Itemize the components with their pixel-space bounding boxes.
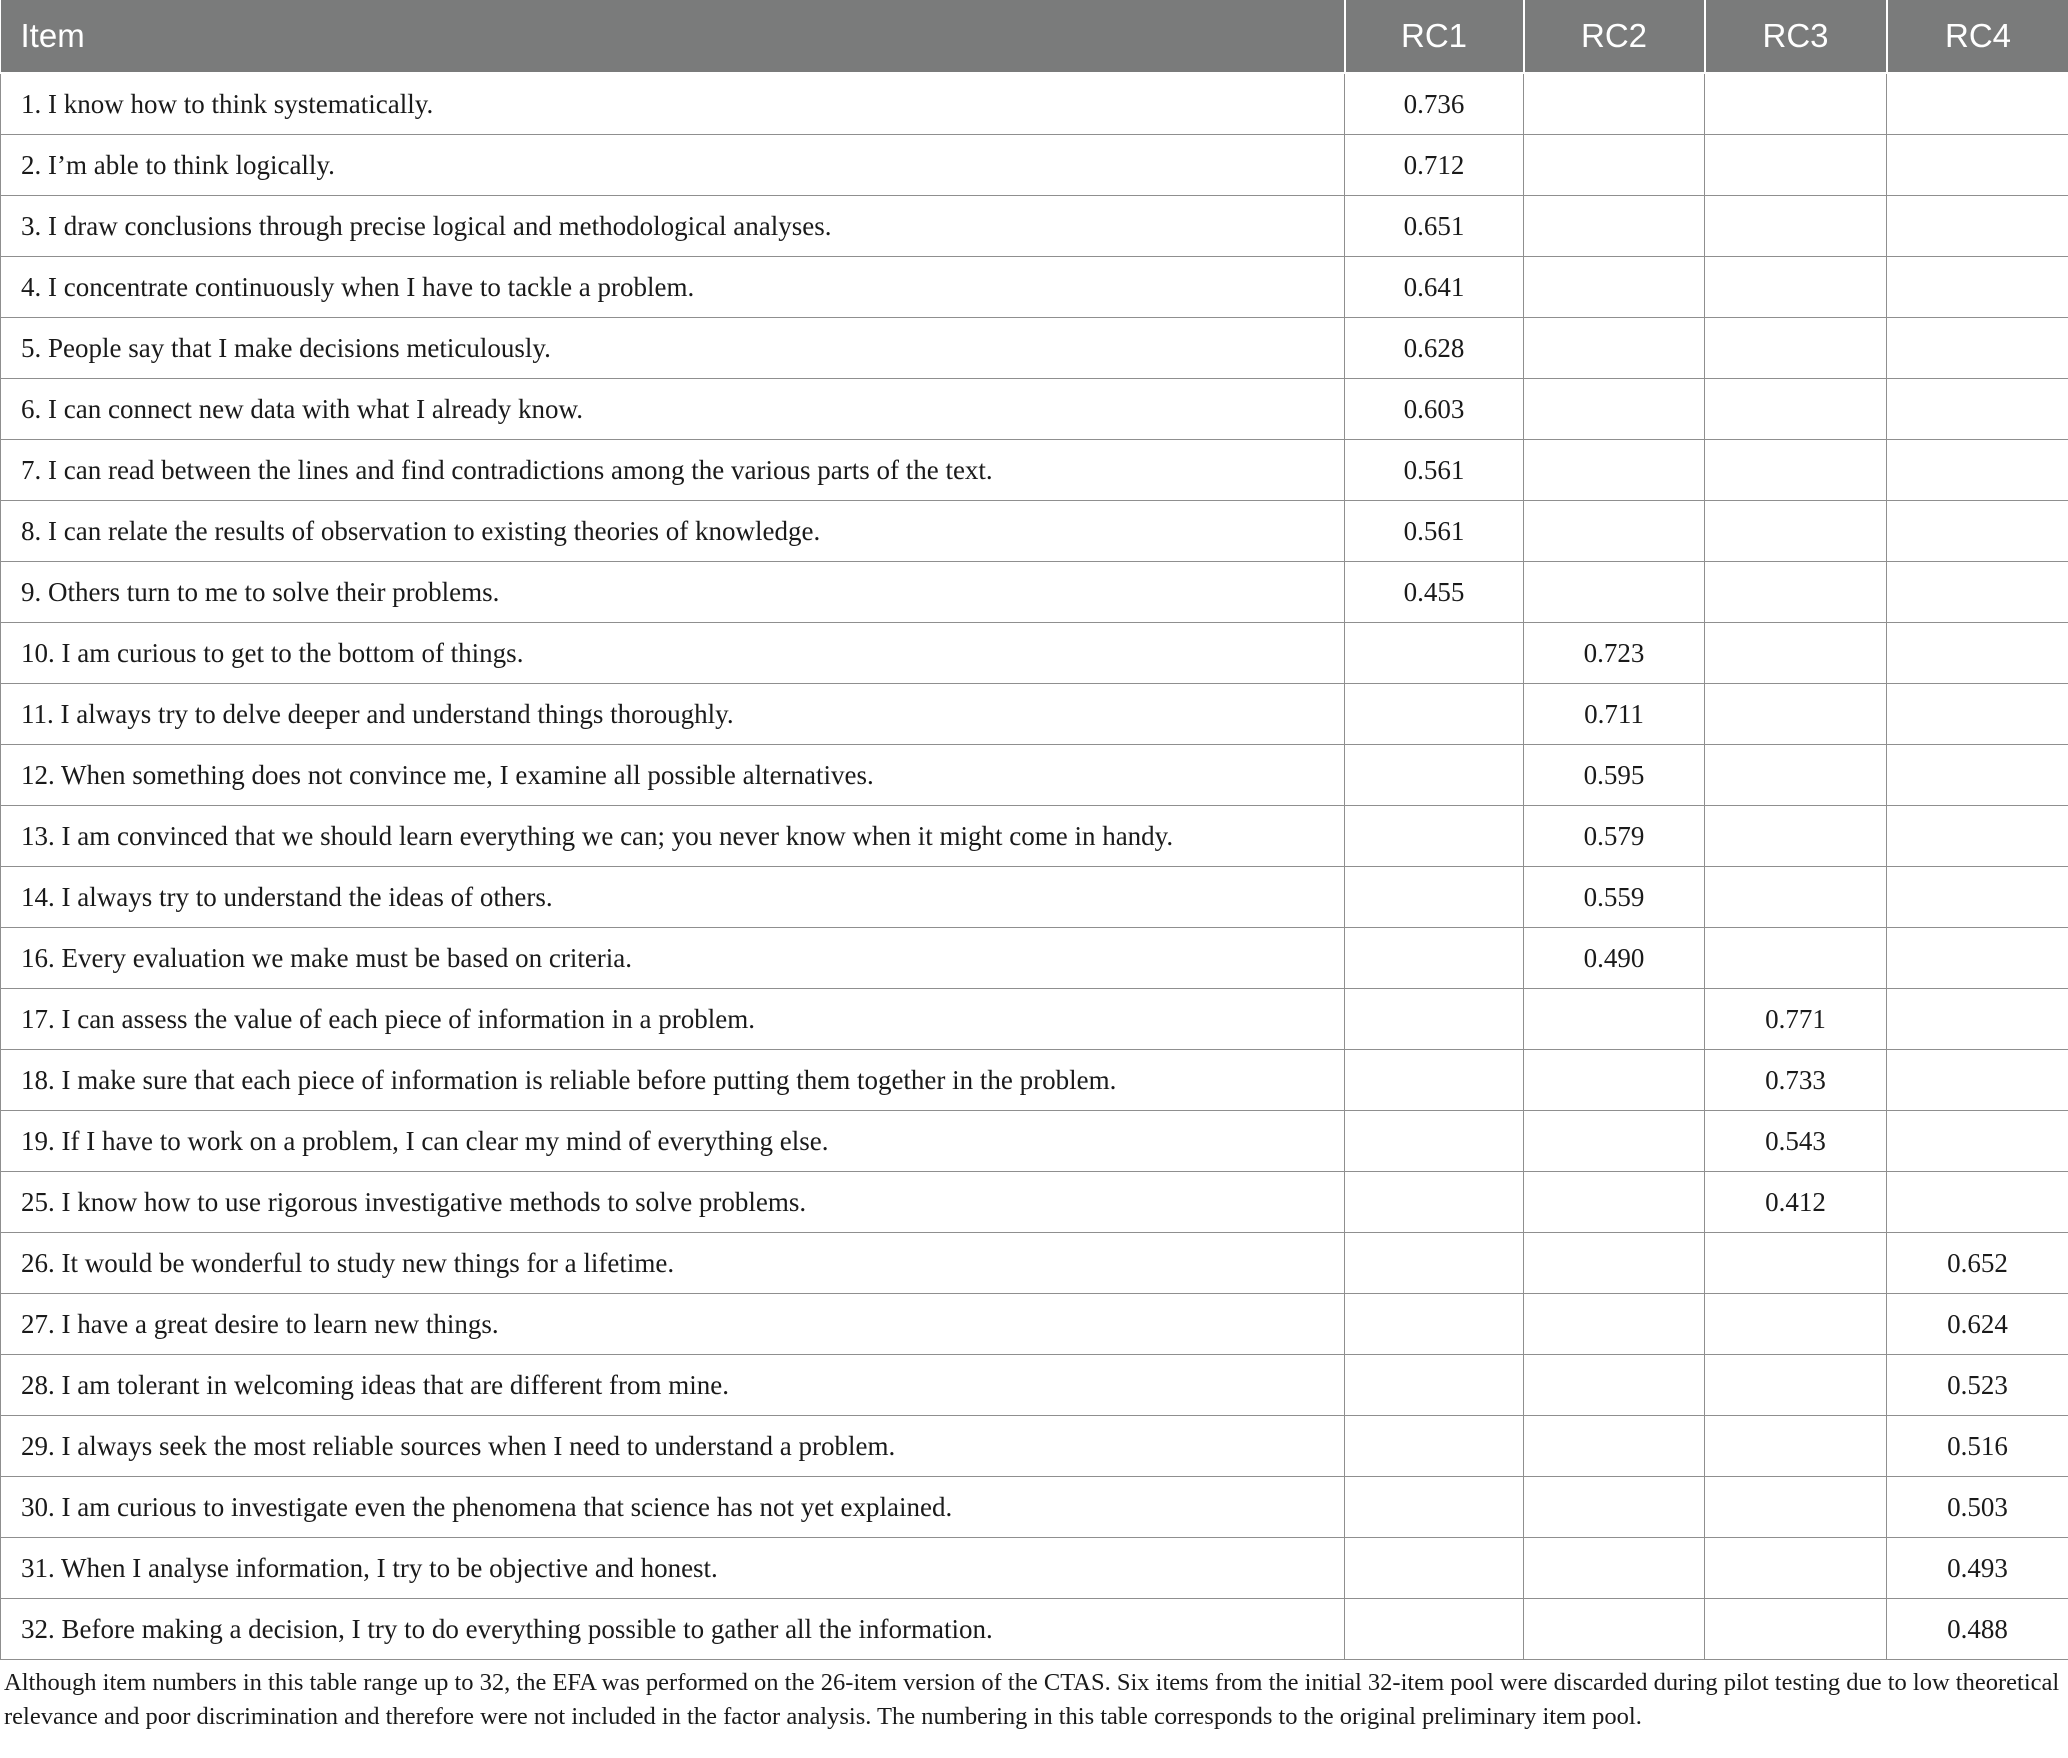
loading-cell-rc2 — [1524, 379, 1705, 440]
loading-cell-rc3 — [1705, 1355, 1887, 1416]
loading-cell-rc3 — [1705, 501, 1887, 562]
loading-cell-rc4 — [1887, 257, 2068, 318]
loading-cell-rc2 — [1524, 1172, 1705, 1233]
loading-cell-rc1: 0.628 — [1345, 318, 1524, 379]
item-text-cell: 16. Every evaluation we make must be based on criteria. — [1, 928, 1345, 989]
table-row — [1, 1416, 2068, 1477]
loading-cell-rc3 — [1705, 440, 1887, 501]
item-text-cell: 5. People say that I make decisions meticulously. — [1, 318, 1345, 379]
loading-cell-rc4 — [1887, 1111, 2068, 1172]
loading-cell-rc4 — [1887, 684, 2068, 745]
item-text-cell: 28. I am tolerant in welcoming ideas that are different from mine. — [1, 1355, 1345, 1416]
loading-cell-rc1: 0.712 — [1345, 135, 1524, 196]
loading-cell-rc1 — [1345, 867, 1524, 928]
loading-cell-rc4 — [1887, 623, 2068, 684]
loading-cell-rc1 — [1345, 1294, 1524, 1355]
loading-cell-rc2 — [1524, 73, 1705, 135]
loading-cell-rc1: 0.455 — [1345, 562, 1524, 623]
table-row — [1, 1172, 2068, 1233]
loading-cell-rc2: 0.579 — [1524, 806, 1705, 867]
loading-cell-rc1 — [1345, 1599, 1524, 1660]
table-row — [1, 684, 2068, 745]
loading-cell-rc4 — [1887, 379, 2068, 440]
table-row — [1, 806, 2068, 867]
item-text-cell: 25. I know how to use rigorous investigative methods to solve problems. — [1, 1172, 1345, 1233]
item-text-cell: 1. I know how to think systematically. — [1, 73, 1345, 135]
loading-cell-rc2 — [1524, 1477, 1705, 1538]
loading-cell-rc4 — [1887, 318, 2068, 379]
loading-cell-rc4: 0.652 — [1887, 1233, 2068, 1294]
loading-cell-rc2 — [1524, 1050, 1705, 1111]
loading-cell-rc1 — [1345, 1355, 1524, 1416]
table-row — [1, 1538, 2068, 1599]
table-row — [1, 440, 2068, 501]
loading-cell-rc3 — [1705, 1416, 1887, 1477]
loading-cell-rc2 — [1524, 562, 1705, 623]
table-row — [1, 379, 2068, 440]
loading-cell-rc2: 0.723 — [1524, 623, 1705, 684]
loading-cell-rc3 — [1705, 196, 1887, 257]
table-footnote: Although item numbers in this table range up to 32, the EFA was performed on the 26-item version of the CTAS. Six items from the initial 32-item pool were discarded during pilot testing due to low theoretical relevance and poor discrimination and therefore were not included in the factor analysis. The numbering in this table corresponds to the original preliminary item pool. — [4, 1669, 2060, 1730]
loading-cell-rc1: 0.561 — [1345, 501, 1524, 562]
loading-cell-rc2 — [1524, 1416, 1705, 1477]
loading-cell-rc4 — [1887, 196, 2068, 257]
loading-cell-rc2: 0.595 — [1524, 745, 1705, 806]
loading-cell-rc4 — [1887, 1172, 2068, 1233]
loading-cell-rc1 — [1345, 989, 1524, 1050]
header-rc3: RC3 — [1705, 0, 1887, 73]
loading-cell-rc2: 0.559 — [1524, 867, 1705, 928]
item-text-cell: 3. I draw conclusions through precise logical and methodological analyses. — [1, 196, 1345, 257]
loading-cell-rc2 — [1524, 196, 1705, 257]
loading-cell-rc4: 0.493 — [1887, 1538, 2068, 1599]
item-text-cell: 8. I can relate the results of observation to existing theories of knowledge. — [1, 501, 1345, 562]
item-text-cell: 31. When I analyse information, I try to be objective and honest. — [1, 1538, 1345, 1599]
loading-cell-rc3 — [1705, 1233, 1887, 1294]
item-text-cell: 12. When something does not convince me, I examine all possible alternatives. — [1, 745, 1345, 806]
header-rc1: RC1 — [1345, 0, 1524, 73]
loading-cell-rc3 — [1705, 867, 1887, 928]
loading-cell-rc4 — [1887, 745, 2068, 806]
loading-cell-rc1 — [1345, 684, 1524, 745]
loading-cell-rc2 — [1524, 989, 1705, 1050]
table-row — [1, 623, 2068, 684]
loading-cell-rc4 — [1887, 867, 2068, 928]
table-row — [1, 745, 2068, 806]
loading-cell-rc3 — [1705, 73, 1887, 135]
table-row — [1, 989, 2068, 1050]
table-row — [1, 562, 2068, 623]
loading-cell-rc1 — [1345, 1416, 1524, 1477]
item-text-cell: 7. I can read between the lines and find contradictions among the various parts of the text. — [1, 440, 1345, 501]
loading-cell-rc3 — [1705, 684, 1887, 745]
loading-cell-rc3: 0.771 — [1705, 989, 1887, 1050]
loading-cell-rc3: 0.543 — [1705, 1111, 1887, 1172]
loading-cell-rc2 — [1524, 1294, 1705, 1355]
table-row — [1, 1355, 2068, 1416]
table-row — [1, 196, 2068, 257]
table-row — [1, 1233, 2068, 1294]
item-text-cell: 2. I’m able to think logically. — [1, 135, 1345, 196]
loading-cell-rc1: 0.641 — [1345, 257, 1524, 318]
item-text-cell: 4. I concentrate continuously when I have to tackle a problem. — [1, 257, 1345, 318]
loading-cell-rc3 — [1705, 257, 1887, 318]
loading-cell-rc1 — [1345, 1477, 1524, 1538]
loading-cell-rc3: 0.733 — [1705, 1050, 1887, 1111]
loading-cell-rc2 — [1524, 1599, 1705, 1660]
loading-cell-rc1: 0.561 — [1345, 440, 1524, 501]
loading-cell-rc2 — [1524, 135, 1705, 196]
loading-cell-rc4 — [1887, 1050, 2068, 1111]
loading-cell-rc1 — [1345, 1538, 1524, 1599]
loading-cell-rc1 — [1345, 928, 1524, 989]
loading-cell-rc2 — [1524, 257, 1705, 318]
table-row — [1, 501, 2068, 562]
loading-cell-rc3 — [1705, 806, 1887, 867]
loading-cell-rc2 — [1524, 501, 1705, 562]
loading-cell-rc4: 0.516 — [1887, 1416, 2068, 1477]
loading-cell-rc1: 0.603 — [1345, 379, 1524, 440]
item-text-cell: 29. I always seek the most reliable sources when I need to understand a problem. — [1, 1416, 1345, 1477]
item-text-cell: 18. I make sure that each piece of information is reliable before putting them together in the problem. — [1, 1050, 1345, 1111]
loading-cell-rc3 — [1705, 1599, 1887, 1660]
loading-cell-rc4 — [1887, 135, 2068, 196]
loading-cell-rc3: 0.412 — [1705, 1172, 1887, 1233]
loading-cell-rc4 — [1887, 989, 2068, 1050]
item-text-cell: 17. I can assess the value of each piece of information in a problem. — [1, 989, 1345, 1050]
item-text-cell: 30. I am curious to investigate even the phenomena that science has not yet explained. — [1, 1477, 1345, 1538]
table-row — [1, 1477, 2068, 1538]
loading-cell-rc1: 0.651 — [1345, 196, 1524, 257]
loading-cell-rc2: 0.711 — [1524, 684, 1705, 745]
loading-cell-rc2: 0.490 — [1524, 928, 1705, 989]
loading-cell-rc3 — [1705, 623, 1887, 684]
loading-cell-rc1 — [1345, 1111, 1524, 1172]
loading-cell-rc2 — [1524, 1355, 1705, 1416]
loading-cell-rc2 — [1524, 1233, 1705, 1294]
table-row — [1, 1111, 2068, 1172]
header-item: Item — [1, 0, 1345, 73]
loading-cell-rc4: 0.488 — [1887, 1599, 2068, 1660]
table-header — [1, 0, 2068, 73]
loading-cell-rc1 — [1345, 623, 1524, 684]
table-row — [1, 135, 2068, 196]
loading-cell-rc4 — [1887, 806, 2068, 867]
loading-cell-rc3 — [1705, 318, 1887, 379]
item-text-cell: 11. I always try to delve deeper and understand things thoroughly. — [1, 684, 1345, 745]
loading-cell-rc1 — [1345, 745, 1524, 806]
loading-cell-rc1 — [1345, 1050, 1524, 1111]
item-text-cell: 9. Others turn to me to solve their problems. — [1, 562, 1345, 623]
table-row — [1, 1599, 2068, 1660]
loading-cell-rc3 — [1705, 928, 1887, 989]
loading-cell-rc4 — [1887, 562, 2068, 623]
loading-cell-rc4 — [1887, 440, 2068, 501]
item-text-cell: 14. I always try to understand the ideas of others. — [1, 867, 1345, 928]
item-text-cell: 10. I am curious to get to the bottom of things. — [1, 623, 1345, 684]
loading-cell-rc4 — [1887, 501, 2068, 562]
loading-cell-rc3 — [1705, 745, 1887, 806]
loading-cell-rc3 — [1705, 1477, 1887, 1538]
loading-cell-rc1 — [1345, 1233, 1524, 1294]
item-text-cell: 6. I can connect new data with what I already know. — [1, 379, 1345, 440]
loading-cell-rc3 — [1705, 135, 1887, 196]
header-rc2: RC2 — [1524, 0, 1705, 73]
loading-cell-rc3 — [1705, 379, 1887, 440]
loading-cell-rc4: 0.624 — [1887, 1294, 2068, 1355]
loading-cell-rc2 — [1524, 318, 1705, 379]
table-row — [1, 1294, 2068, 1355]
table-row — [1, 1050, 2068, 1111]
header-row — [1, 0, 2068, 73]
table-body — [1, 73, 2068, 1660]
table-row — [1, 73, 2068, 135]
loading-cell-rc4 — [1887, 73, 2068, 135]
item-text-cell: 27. I have a great desire to learn new things. — [1, 1294, 1345, 1355]
loading-cell-rc2 — [1524, 1538, 1705, 1599]
loading-cell-rc3 — [1705, 1294, 1887, 1355]
loading-cell-rc3 — [1705, 562, 1887, 623]
loading-cell-rc4: 0.503 — [1887, 1477, 2068, 1538]
table-row — [1, 318, 2068, 379]
loading-cell-rc1 — [1345, 1172, 1524, 1233]
loading-cell-rc3 — [1705, 1538, 1887, 1599]
loading-cell-rc4: 0.523 — [1887, 1355, 2068, 1416]
item-text-cell: 26. It would be wonderful to study new things for a lifetime. — [1, 1233, 1345, 1294]
item-text-cell: 19. If I have to work on a problem, I can clear my mind of everything else. — [1, 1111, 1345, 1172]
loading-cell-rc1: 0.736 — [1345, 73, 1524, 135]
loading-cell-rc2 — [1524, 440, 1705, 501]
table-row — [1, 867, 2068, 928]
loading-cell-rc4 — [1887, 928, 2068, 989]
item-text-cell: 32. Before making a decision, I try to do everything possible to gather all the information. — [1, 1599, 1345, 1660]
header-rc4: RC4 — [1887, 0, 2068, 73]
loading-cell-rc1 — [1345, 806, 1524, 867]
loading-cell-rc2 — [1524, 1111, 1705, 1172]
table-row — [1, 257, 2068, 318]
item-text-cell: 13. I am convinced that we should learn everything we can; you never know when it might come in handy. — [1, 806, 1345, 867]
table-row — [1, 928, 2068, 989]
